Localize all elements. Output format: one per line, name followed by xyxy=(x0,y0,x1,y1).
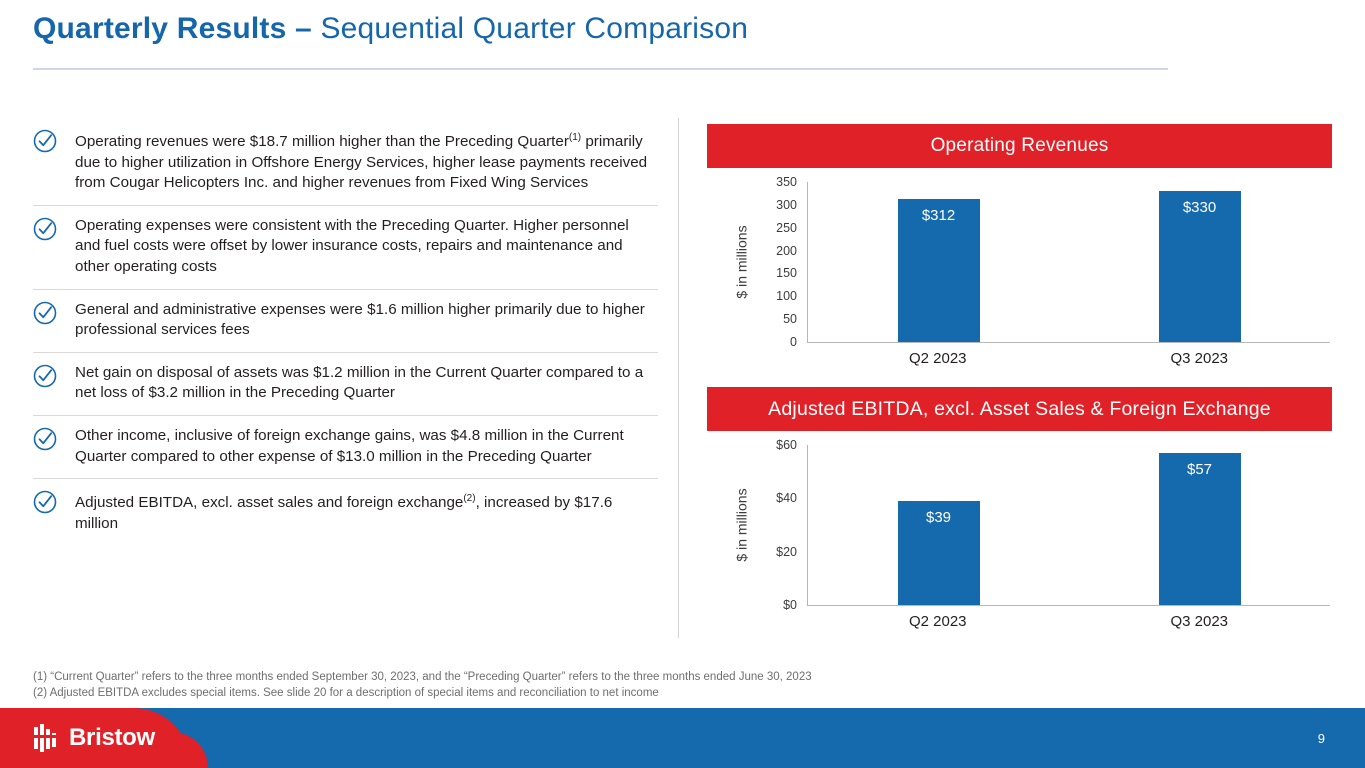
x-axis-category-label: Q2 2023 xyxy=(908,613,967,630)
list-item-text xyxy=(75,128,658,194)
bar-slot xyxy=(808,182,1069,342)
y-tick-label: $60 xyxy=(776,438,797,452)
footnote-2: (2) Adjusted EBITDA excludes special items. See slide 20 for a description of special items and reconciliation to net income xyxy=(33,686,659,699)
bullet-list xyxy=(33,124,658,545)
bar-value-label: $39 xyxy=(925,509,952,526)
page-title-rest: Sequential Quarter Comparison xyxy=(311,12,749,45)
y-tick-label: 50 xyxy=(783,312,797,327)
bar xyxy=(1159,191,1241,342)
list-item xyxy=(33,206,658,290)
logo-text: Bristow xyxy=(69,724,155,751)
y-tick-label: $40 xyxy=(776,491,797,506)
bar-slot xyxy=(1069,445,1330,605)
page-title xyxy=(33,12,748,46)
check-circle-icon xyxy=(33,129,57,153)
y-tick-label: 100 xyxy=(776,289,797,304)
check-circle-icon xyxy=(33,301,57,325)
list-item xyxy=(33,416,658,479)
plot-operating-revenues xyxy=(807,182,1330,343)
page-number: 9 xyxy=(1317,731,1325,746)
x-axis-category-label: Q3 2023 xyxy=(1170,613,1229,630)
y-ticks-operating-revenues xyxy=(751,175,803,349)
list-item-text xyxy=(75,489,658,534)
plot-adjusted-ebitda xyxy=(807,445,1330,606)
list-item-text-main: Adjusted EBITDA, excl. asset sales and foreign exchange xyxy=(75,494,464,512)
list-item-text-main: Operating expenses were consistent with the Preceding Quarter. Higher personnel and fuel costs were offset by lower insurance costs, repairs and maintenance and other operating costs xyxy=(75,216,629,276)
list-item-text-main: General and administrative expenses were $1.6 million higher primarily due to higher professional services fees xyxy=(75,300,645,339)
footnote-marker: (1) xyxy=(568,132,582,143)
check-circle-icon xyxy=(33,427,57,451)
list-item-text-main: Net gain on disposal of assets was $1.2 million in the Current Quarter compared to a net loss of $3.2 million in the Preceding Quarter xyxy=(75,363,644,402)
list-item-text-main: Operating revenues were $18.7 million higher than the Preceding Quarter xyxy=(75,133,569,151)
list-item-text xyxy=(75,300,658,341)
bar-slot xyxy=(808,445,1069,605)
bar-value-label: $57 xyxy=(1186,461,1213,478)
chart-adjusted-ebitda xyxy=(707,387,1332,645)
list-item-text-main: Other income, inclusive of foreign exchange gains, was $4.8 million in the Current Quarter compared to other expense of $13.0 million in the Preceding Quarter xyxy=(75,427,624,465)
check-circle-icon xyxy=(33,217,57,241)
check-circle-icon xyxy=(33,364,57,388)
footnotes xyxy=(33,670,812,701)
list-item-text-cont: primarily due to higher utilization in Offshore Energy Services, higher lease payments received from Cougar Helicopters Inc. and higher revenues from Fixed Wing Services xyxy=(75,133,648,192)
chart-title-operating-revenues: Operating Revenues xyxy=(707,124,1332,168)
y-axis-label-text: $ in millions xyxy=(734,225,751,299)
x-labels-operating-revenues xyxy=(807,350,1330,367)
list-item-text-cont: , increased by $17.6 million xyxy=(75,494,613,532)
y-tick-label: 0 xyxy=(790,335,797,349)
check-circle-icon xyxy=(33,490,57,514)
bar-value-label: $330 xyxy=(1182,199,1217,217)
x-axis-category-label: Q3 2023 xyxy=(1170,350,1229,367)
chart-title-adjusted-ebitda: Adjusted EBITDA, excl. Asset Sales & Foreign Exchange xyxy=(707,387,1332,431)
list-item-text xyxy=(75,363,658,404)
y-axis-label-text: $ in millions xyxy=(734,488,751,562)
y-axis-title-operating-revenues xyxy=(731,182,753,342)
bars-adjusted-ebitda xyxy=(808,445,1330,605)
logo xyxy=(34,724,155,752)
list-item xyxy=(33,479,658,545)
footer-bar xyxy=(0,708,1365,768)
y-ticks-adjusted-ebitda xyxy=(751,438,803,612)
bar xyxy=(1159,453,1241,605)
chart-plot-area-adjusted-ebitda xyxy=(707,438,1332,645)
y-tick-label: 350 xyxy=(776,175,797,189)
list-item-text xyxy=(75,426,658,467)
bar xyxy=(898,199,980,342)
list-item xyxy=(33,290,658,353)
chart-operating-revenues xyxy=(707,124,1332,382)
y-tick-label: 250 xyxy=(776,220,797,235)
bar xyxy=(898,501,980,605)
bar-slot xyxy=(1069,182,1330,342)
footnote-marker: (2) xyxy=(463,493,476,505)
y-tick-label: 300 xyxy=(776,197,797,212)
list-item-text xyxy=(75,216,658,278)
list-item xyxy=(33,124,658,206)
y-axis-title-adjusted-ebitda xyxy=(731,445,753,605)
list-item xyxy=(33,353,658,416)
chart-plot-area-operating-revenues xyxy=(707,175,1332,382)
y-tick-label: $20 xyxy=(776,544,797,559)
x-axis-category-label: Q2 2023 xyxy=(908,350,967,367)
column-divider xyxy=(678,118,679,638)
page-title-bold: Quarterly Results – xyxy=(33,12,312,45)
y-tick-label: $0 xyxy=(783,598,797,612)
bristow-logo-icon xyxy=(34,724,60,752)
footnote-1: (1) “Current Quarter” refers to the three months ended September 30, 2023, and the “Preceding Quarter” refers to the three months ended June 30, 2023 xyxy=(33,671,812,683)
bar-value-label: $312 xyxy=(921,207,956,225)
y-tick-label: 200 xyxy=(776,243,797,258)
bars-operating-revenues xyxy=(808,182,1330,342)
y-tick-label: 150 xyxy=(776,266,797,281)
title-divider xyxy=(33,68,1168,70)
x-labels-adjusted-ebitda xyxy=(807,613,1330,630)
